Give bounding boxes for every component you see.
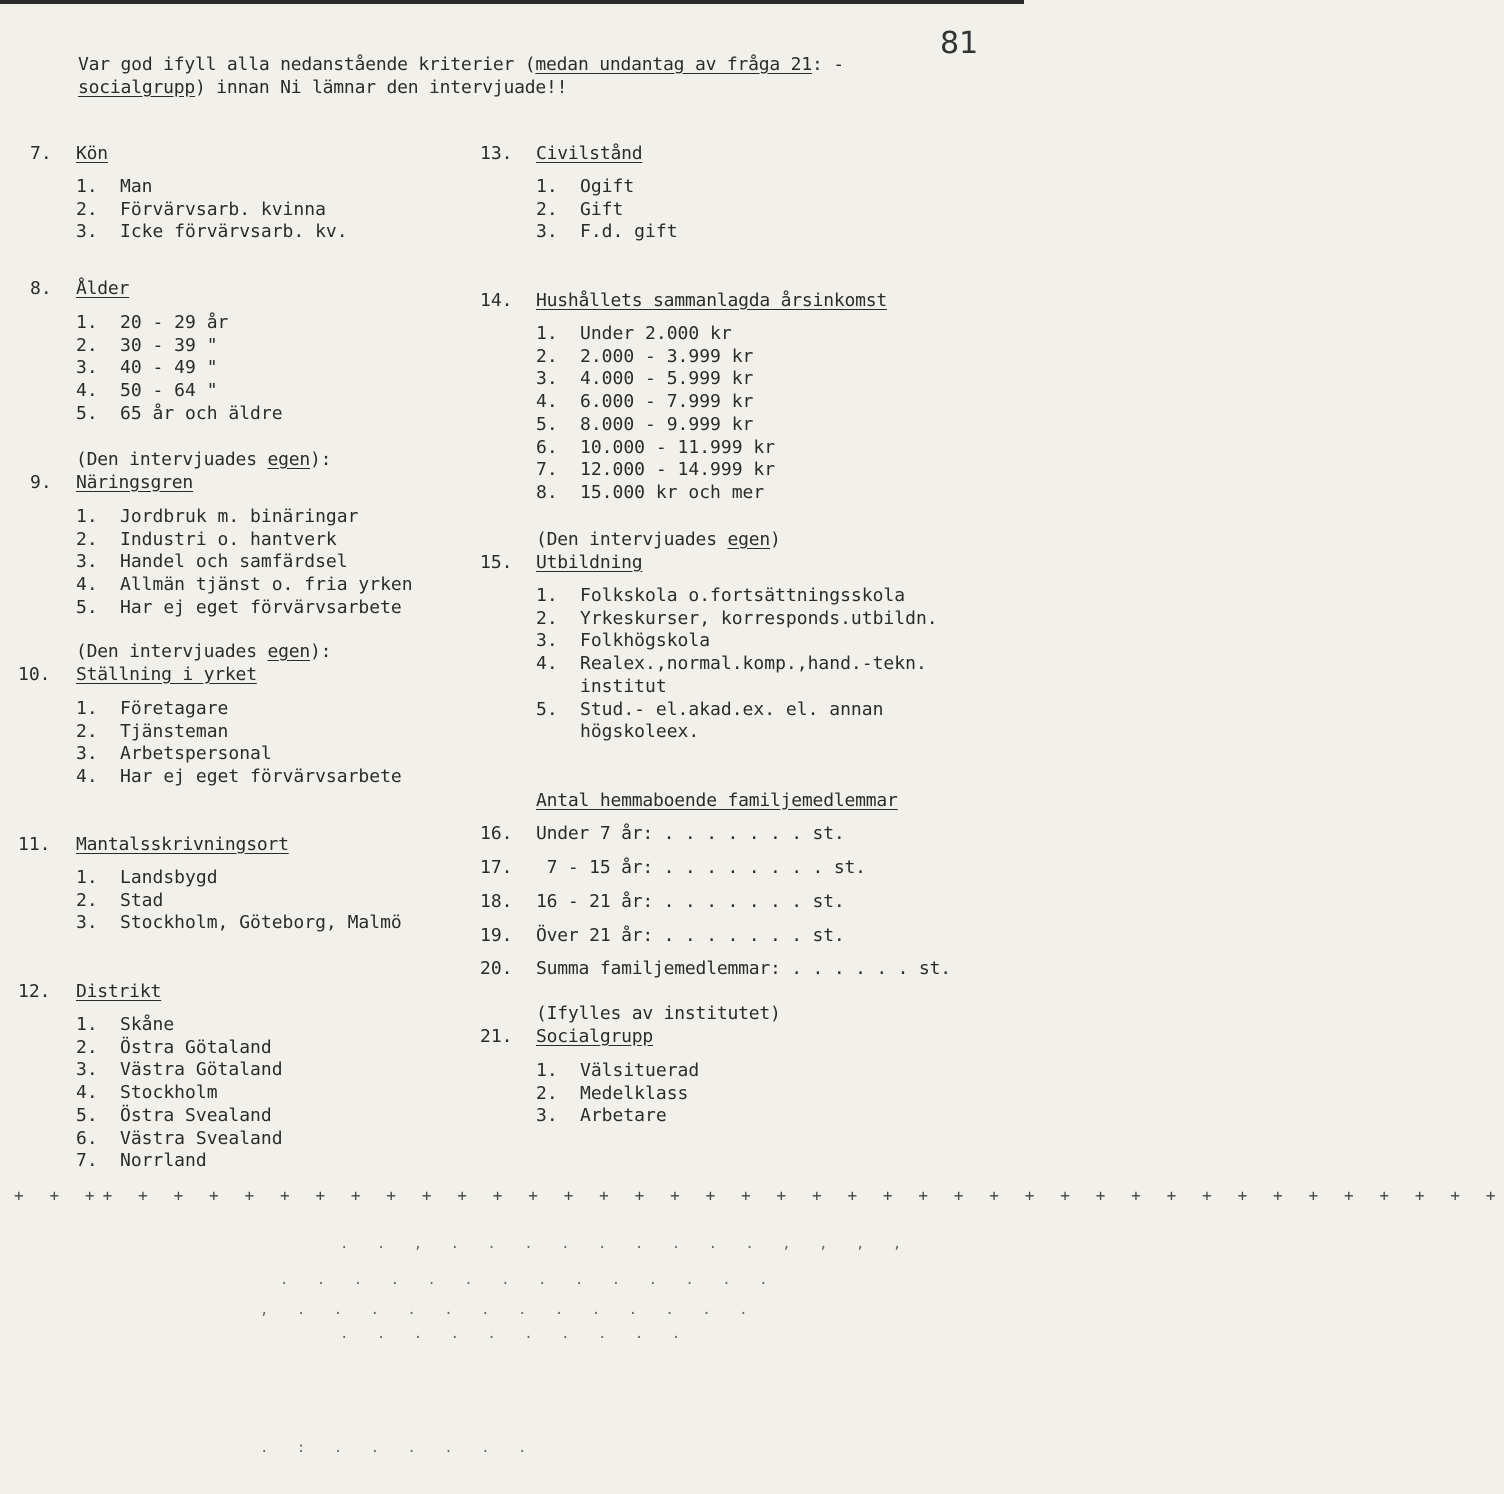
option[interactable]: 4. Stockholm	[76, 1082, 218, 1104]
option[interactable]: 1. Jordbruk m. binäringar	[76, 506, 359, 527]
q8-number: 8.	[30, 278, 52, 299]
q12-title: Distrikt	[76, 981, 162, 1002]
q19-number: 19.	[480, 925, 513, 946]
q7-title: Kön	[76, 143, 108, 164]
option[interactable]: 2. Tjänsteman	[76, 720, 229, 742]
option[interactable]: 7. 12.000 - 14.999 kr	[536, 459, 776, 481]
header-text-a: Var god ifyll alla nedanstående kriterier (	[78, 54, 536, 75]
q18-field[interactable]: 16 - 21 år: . . . . . . . st.	[536, 891, 845, 912]
option[interactable]: 3. Arbetspersonal	[76, 743, 272, 765]
top-border	[0, 0, 1024, 4]
option[interactable]: 4. Allmän tjänst o. fria yrken	[76, 574, 413, 596]
option[interactable]: 3. 40 - 49 "	[76, 357, 218, 379]
bleed-through-dots: . : . . . . . .	[260, 1440, 537, 1456]
option[interactable]: 2. Yrkeskurser, korresponds.utbildn.	[536, 607, 938, 629]
q15-number: 15.	[480, 552, 513, 573]
q7-number: 7.	[30, 143, 52, 164]
q17-number: 17.	[480, 857, 513, 878]
option[interactable]: 6. Västra Svealand	[76, 1127, 283, 1149]
option[interactable]: 3. Stockholm, Göteborg, Malmö	[76, 912, 402, 934]
bleed-through-dots: , . . . . . . . . . . . . .	[260, 1302, 758, 1318]
header-line-1	[78, 54, 844, 76]
q13-number: 13.	[480, 143, 513, 164]
option[interactable]: 2. Förvärvsarb. kvinna	[76, 198, 326, 220]
q10-number: 10.	[18, 664, 51, 685]
bleed-through-dots: . . . . . . . . . . . . . .	[280, 1272, 778, 1288]
option[interactable]: 2. Medelklass	[536, 1082, 689, 1104]
option[interactable]: 1. Välsituerad	[536, 1060, 700, 1081]
q7-options	[76, 176, 348, 244]
option[interactable]: 5. 8.000 - 9.999 kr	[536, 413, 754, 435]
header-text-c: ) innan Ni lämnar den intervjuade!!	[195, 77, 568, 98]
option[interactable]: 3. Folkhögskola	[536, 630, 711, 652]
header-socialgrupp: socialgrupp	[78, 77, 196, 98]
option[interactable]: 3. F.d. gift	[536, 221, 678, 243]
option[interactable]: 3. Icke förvärvsarb. kv.	[76, 221, 348, 243]
q21-number: 21.	[480, 1026, 513, 1047]
q10-note: (Den intervjuades egen):	[76, 641, 332, 662]
option[interactable]: 3. Handel och samfärdsel	[76, 551, 348, 573]
q11-options	[76, 867, 402, 935]
page-number: 81	[940, 26, 979, 61]
option[interactable]: 1. Man	[76, 176, 153, 197]
q21-note: (Ifylles av institutet)	[536, 1003, 781, 1024]
q16-number: 16.	[480, 823, 513, 844]
q17-field[interactable]: 7 - 15 år: . . . . . . . . st.	[536, 857, 866, 878]
option[interactable]: 4. 50 - 64 "	[76, 380, 218, 402]
q13-options	[536, 176, 678, 244]
option-continued: institut	[580, 675, 667, 697]
option[interactable]: 1. Företagare	[76, 698, 229, 719]
q12-options	[76, 1014, 283, 1173]
q10-options	[76, 698, 402, 789]
q8-title: Ålder	[76, 278, 130, 299]
option[interactable]: 5. 65 år och äldre	[76, 402, 283, 424]
q21-options	[536, 1060, 699, 1128]
option[interactable]: 4. Realex.,normal.komp.,hand.-tekn.	[536, 653, 927, 675]
option[interactable]: 3. Arbetare	[536, 1105, 667, 1127]
option[interactable]: 1. Folkskola o.fortsättningsskola	[536, 585, 906, 606]
option[interactable]: 4. Har ej eget förvärvsarbete	[76, 766, 402, 788]
option[interactable]: 5. Östra Svealand	[76, 1104, 272, 1126]
bleed-through-dots: . . , . . . . . . . . . , , , ,	[340, 1236, 912, 1252]
q15-title: Utbildning	[536, 552, 643, 573]
q15-options	[536, 585, 938, 744]
option[interactable]: 7. Norrland	[76, 1150, 207, 1172]
option[interactable]: 3. 4.000 - 5.999 kr	[536, 368, 754, 390]
option[interactable]: 5. Har ej eget förvärvsarbete	[76, 596, 402, 618]
option[interactable]: 6. 10.000 - 11.999 kr	[536, 436, 776, 458]
option[interactable]: 1. Under 2.000 kr	[536, 323, 732, 344]
q20-number: 20.	[480, 958, 513, 979]
q11-title: Mantalsskrivningsort	[76, 834, 289, 855]
q12-number: 12.	[18, 981, 51, 1002]
q15-note: (Den intervjuades egen)	[536, 529, 781, 550]
q16-field[interactable]: Under 7 år: . . . . . . . st.	[536, 823, 845, 844]
q18-number: 18.	[480, 891, 513, 912]
option[interactable]: 3. Västra Götaland	[76, 1059, 283, 1081]
q14-options	[536, 323, 775, 505]
option[interactable]: 2. Östra Götaland	[76, 1036, 272, 1058]
option[interactable]: 2. 30 - 39 "	[76, 334, 218, 356]
plus-separator: + + ++ + + + + + + + + + + + + + + + + + + + + + + + + + + + + + + + + + + + + + + +	[14, 1186, 1504, 1205]
header-line-2	[78, 77, 567, 99]
option[interactable]: 2. Gift	[536, 198, 624, 220]
q14-number: 14.	[480, 290, 513, 311]
header-text-b: : -	[811, 54, 844, 75]
q8-options	[76, 312, 283, 426]
family-title: Antal hemmaboende familjemedlemmar	[536, 790, 898, 811]
option[interactable]: 1. 20 - 29 år	[76, 312, 229, 333]
q10-title: Ställning i yrket	[76, 664, 257, 685]
q14-title: Hushållets sammanlagda årsinkomst	[536, 290, 888, 311]
option-continued: högskoleex.	[580, 721, 700, 743]
q11-number: 11.	[18, 834, 51, 855]
q9-note: (Den intervjuades egen):	[76, 449, 332, 470]
option[interactable]: 1. Landsbygd	[76, 867, 218, 888]
q19-field[interactable]: Över 21 år: . . . . . . . st.	[536, 925, 845, 946]
q21-title: Socialgrupp	[536, 1026, 654, 1047]
q9-title: Näringsgren	[76, 472, 194, 493]
bleed-through-dots: . . . . . . . . . .	[340, 1326, 691, 1342]
option[interactable]: 1. Skåne	[76, 1014, 175, 1035]
q9-options	[76, 506, 413, 620]
option[interactable]: 1. Ogift	[536, 176, 635, 197]
q20-field[interactable]: Summa familjemedlemmar: . . . . . . st.	[536, 958, 951, 979]
option[interactable]: 2. 2.000 - 3.999 kr	[536, 345, 754, 367]
option[interactable]: 4. 6.000 - 7.999 kr	[536, 391, 754, 413]
option[interactable]: 5. Stud.- el.akad.ex. el. annan	[536, 698, 884, 720]
q13-title: Civilstånd	[536, 143, 643, 164]
header-text-underlined: medan undantag av fråga 21	[535, 54, 812, 75]
q9-number: 9.	[30, 472, 52, 493]
option[interactable]: 2. Stad	[76, 889, 164, 911]
option[interactable]: 8. 15.000 kr och mer	[536, 481, 765, 503]
option[interactable]: 2. Industri o. hantverk	[76, 528, 337, 550]
